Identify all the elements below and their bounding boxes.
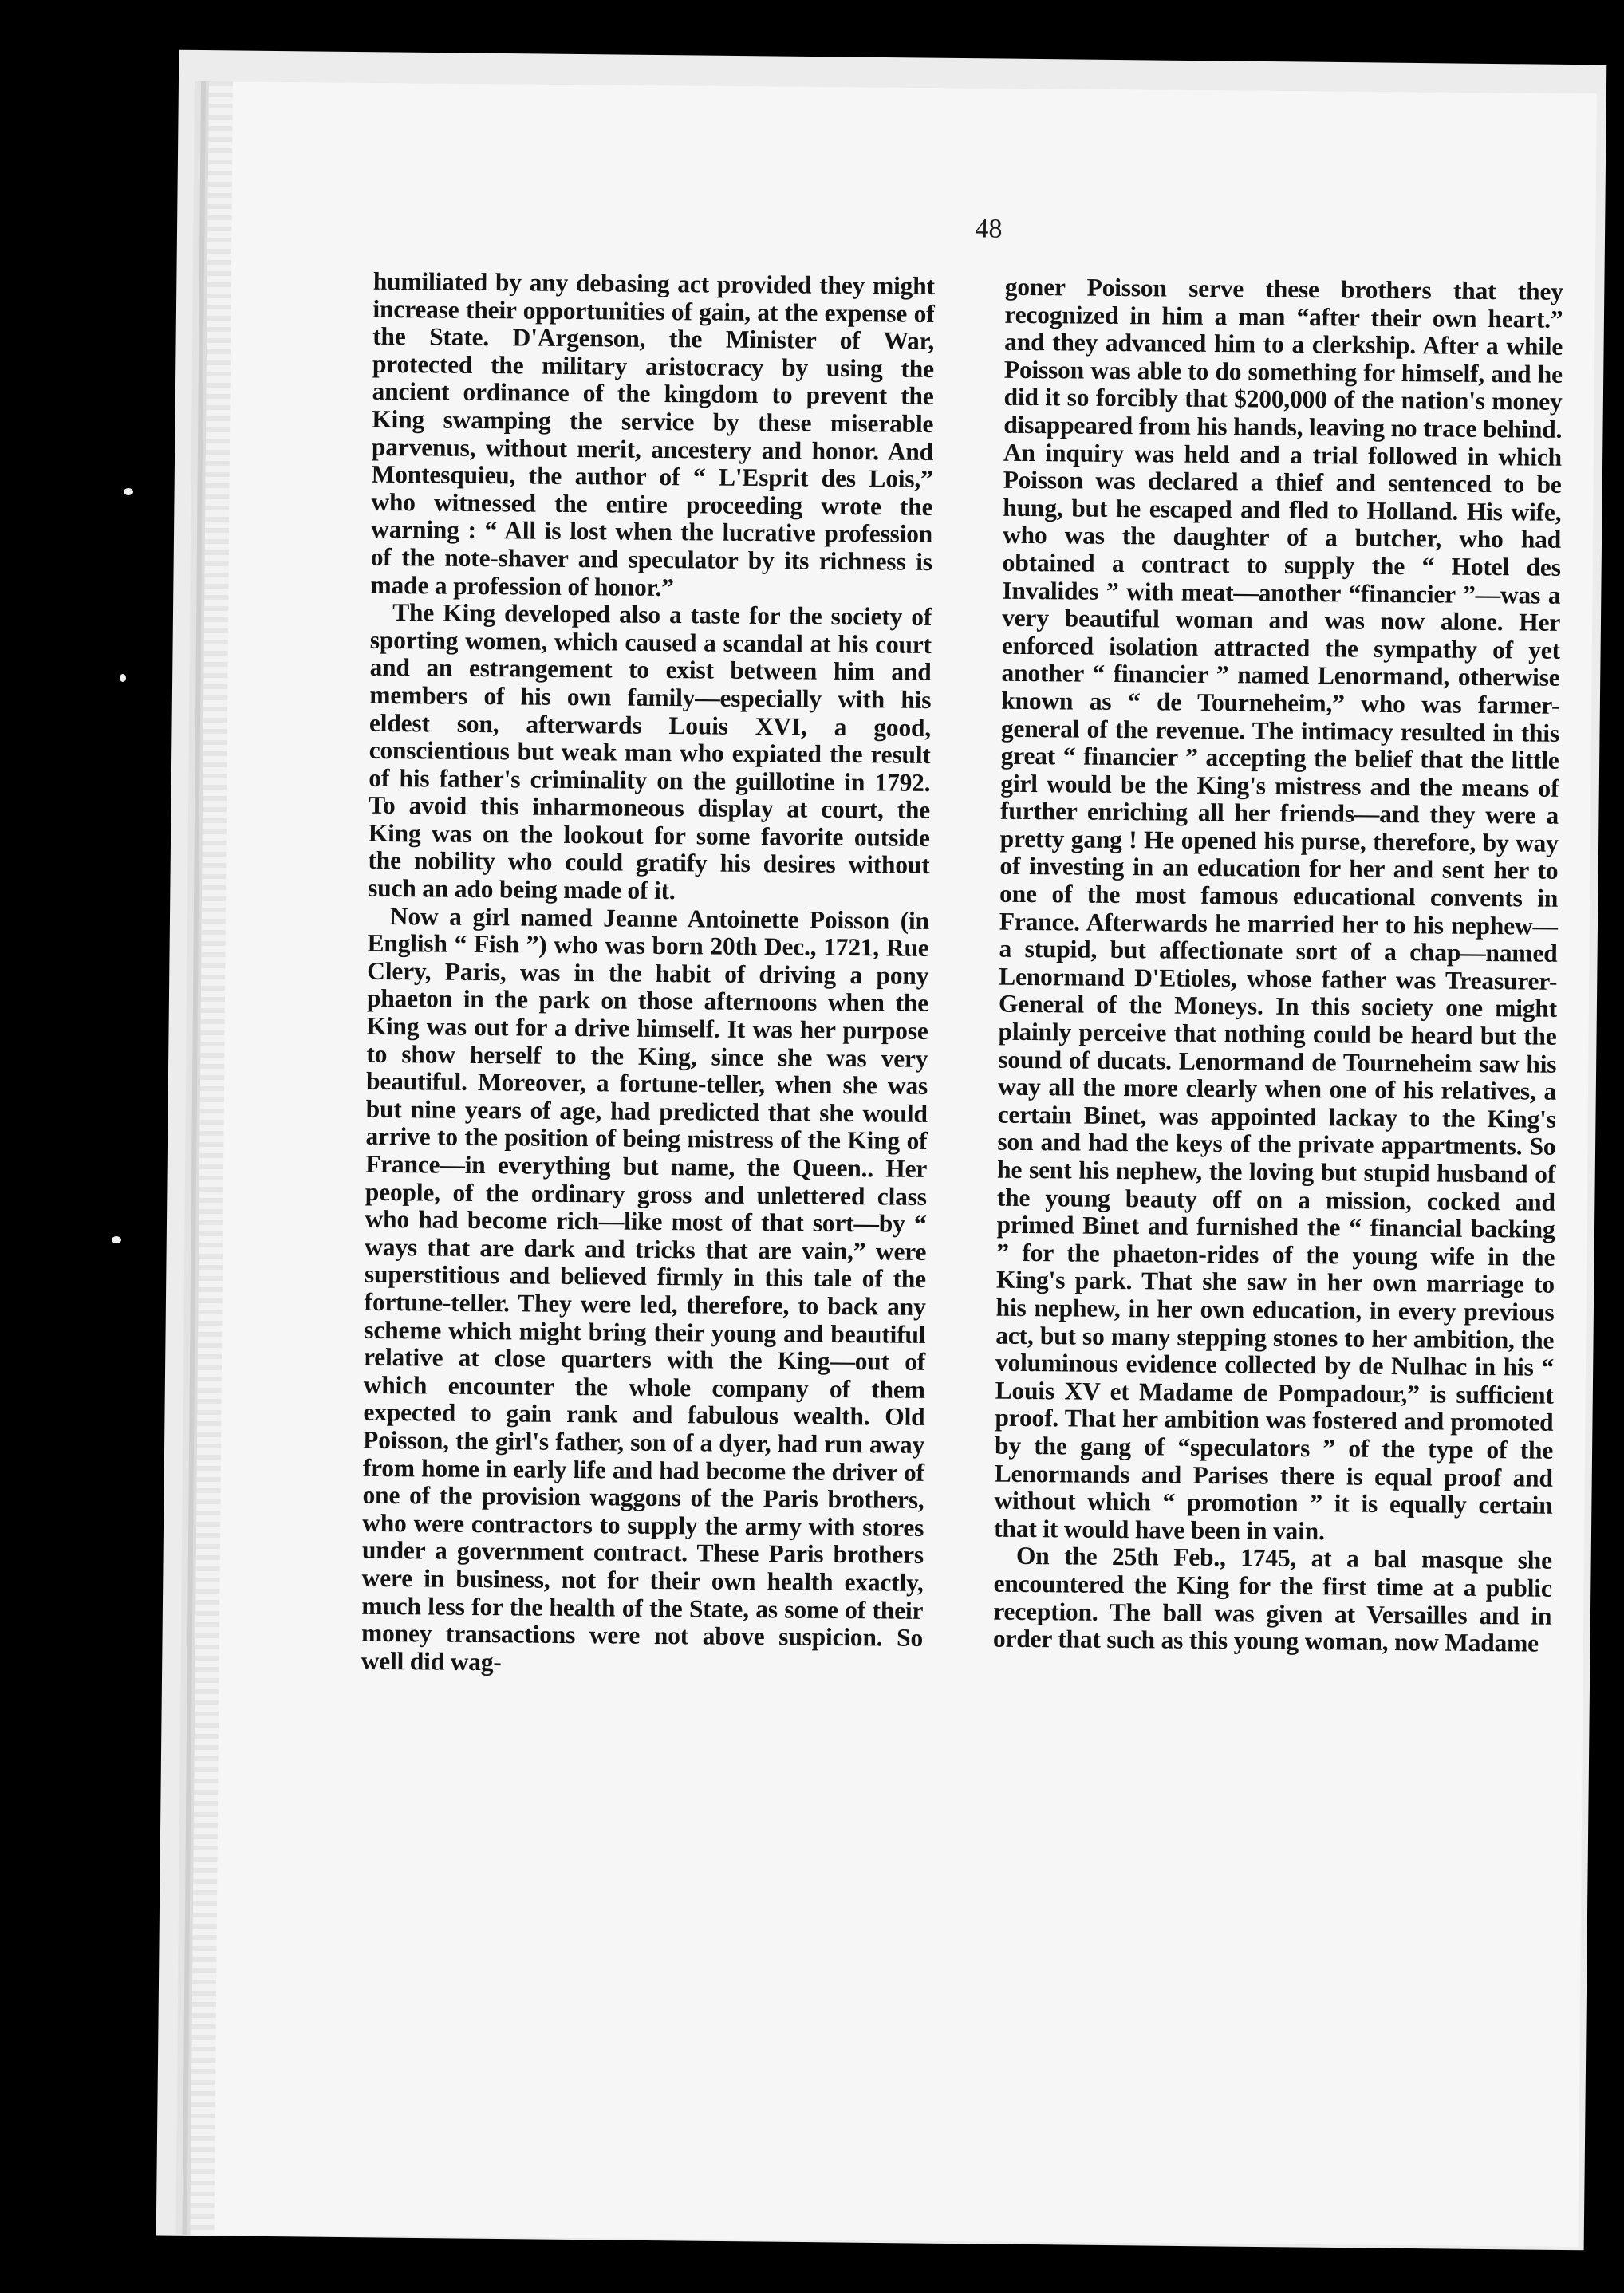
page-number: 48 [975, 214, 1003, 244]
left-text-column [361, 268, 935, 1680]
paragraph: humiliated by any debasing act provided they might increase their opportunities of gain, at the expense of the State. D'Argenson, the Minister of War, protected the military aristocracy by using the ancient ordinance of the kingdom to prevent the King swamping the service by these miserable parvenus, without merit, ancestery and honor. And Montesquieu, the author of “ L'Esprit des Lois,” who witnessed the entire proceeding wrote the warning : “ All is lost when the lucrative profession of the note-shaver and speculator by its richness is made a profession of honor.” [370, 266, 935, 601]
scan-speck [120, 674, 126, 682]
right-text-column [993, 274, 1563, 1658]
book-page [190, 81, 1596, 2247]
paragraph: The King developed also a taste for the society of sporting women, which caused a scandal at his court and an estrangement to exist between him and members of his own family—especially with his eldest son, afterwards Louis XVI, a good, conscientious but weak man who expiated the result of his father's criminality on the guillotine in 1792. To avoid this inharmoneous display at court, the King was on the lookout for some favorite outside the nobility who could gratify his desires without such an ado being made of it. [368, 598, 932, 905]
scan-speck [124, 488, 133, 495]
scan-speck [112, 1236, 121, 1243]
paragraph: Now a girl named Jeanne Antoinette Poisson (in English “ Fish ”) who was born 20th Dec., 1721, Rue Clery, Paris, was in the habit of driving a pony phaeton in the park on those afternoons when the King was out for a drive himself. It was her purpose to show herself to the King, since she was very beautiful. Moreover, a fortune-teller, when she was but nine years of age, had predicted that she would arrive to the position of being mistress of the King of France—in everything but name, the Queen.. Her people, of the ordinary gross and unlettered class who had become rich—like most of that sort—by “ ways that are dark and tricks that are vain,” were superstitious and believed firmly in this tale of the fortune-teller. They were led, therefore, to back any scheme which might bring their young and beautiful relative at close quarters with the King—out of which encounter the whole company of them expected to gain rank and fabulous wealth. Old Poisson, the girl's father, son of a dyer, had run away from home in early life and had become the driver of one of the provision waggons of the Paris brothers, who were contractors to supply the army with stores under a government contract. These Paris brothers were in business, not for their own health exactly, much less for the health of the State, as some of their money transactions were not above suspicion. So well did wag- [361, 901, 930, 1676]
paragraph: On the 25th Feb., 1745, at a bal masque she encountered the King for the first time at a public reception. The ball was given at Versailles and in order that such as this young woman, now Madame [992, 1542, 1553, 1657]
paragraph: goner Poisson serve these brothers that they recognized in him a man “after their own heart.” and they advanced him to a clerkship. After a while Poisson was able to do something for himself, and he did it so forcibly that $200,000 of the nation's money disappeared from his hands, leaving no trace behind. An inquiry was held and a trial followed in which Poisson was declared a thief and sentenced to be hung, but he escaped and fled to Holland. His wife, who was the daughter of a butcher, who had obtained a contract to supply the “ Hotel des Invalides ” with meat—another “financier ”—was a very beautiful woman and was now alone. Her enforced isolation attracted the sympathy of yet another “ financier ” named Lenormand, otherwise known as “ de Tourneheim,” who was farmer-general of the revenue. The intimacy resulted in this great “ financier ” accepting the belief that the little girl would be the King's mistress and the means of further enriching all her friends—and they were a pretty gang ! He opened his purse, therefore, by way of investing in an education for her and sent her to one of the most famous educational convents in France. Afterwards he married her to his nephew—a stupid, but affectionate sort of a chap—named Lenormand D'Etioles, whose father was Treasurer-General of the Moneys. In this society one might plainly perceive that nothing could be heard but the sound of ducats. Lenormand de Tourneheim saw his way all the more clearly when one of his relatives, a certain Binet, was appointed lackay to the King's son and had the keys of the private appartments. So he sent his nephew, the loving but stupid husband of the young beauty off on a mission, cocked and primed Binet and furnished the “ financial backing ” for the phaeton-rides of the young wife in the King's park. That she saw in her own marriage to his nephew, in her own education, in every previous act, but so many stepping stones to her ambition, the voluminous evidence collected by de Nulhac in his “ Louis XV et Madame de Pompadour,” is sufficient proof. That her ambition was fostered and promoted by the gang of “speculators ” of the type of the Lenormands and Parises there is equal proof and without which “ promotion ” it is equally certain that it would have been in vain. [994, 272, 1563, 1545]
